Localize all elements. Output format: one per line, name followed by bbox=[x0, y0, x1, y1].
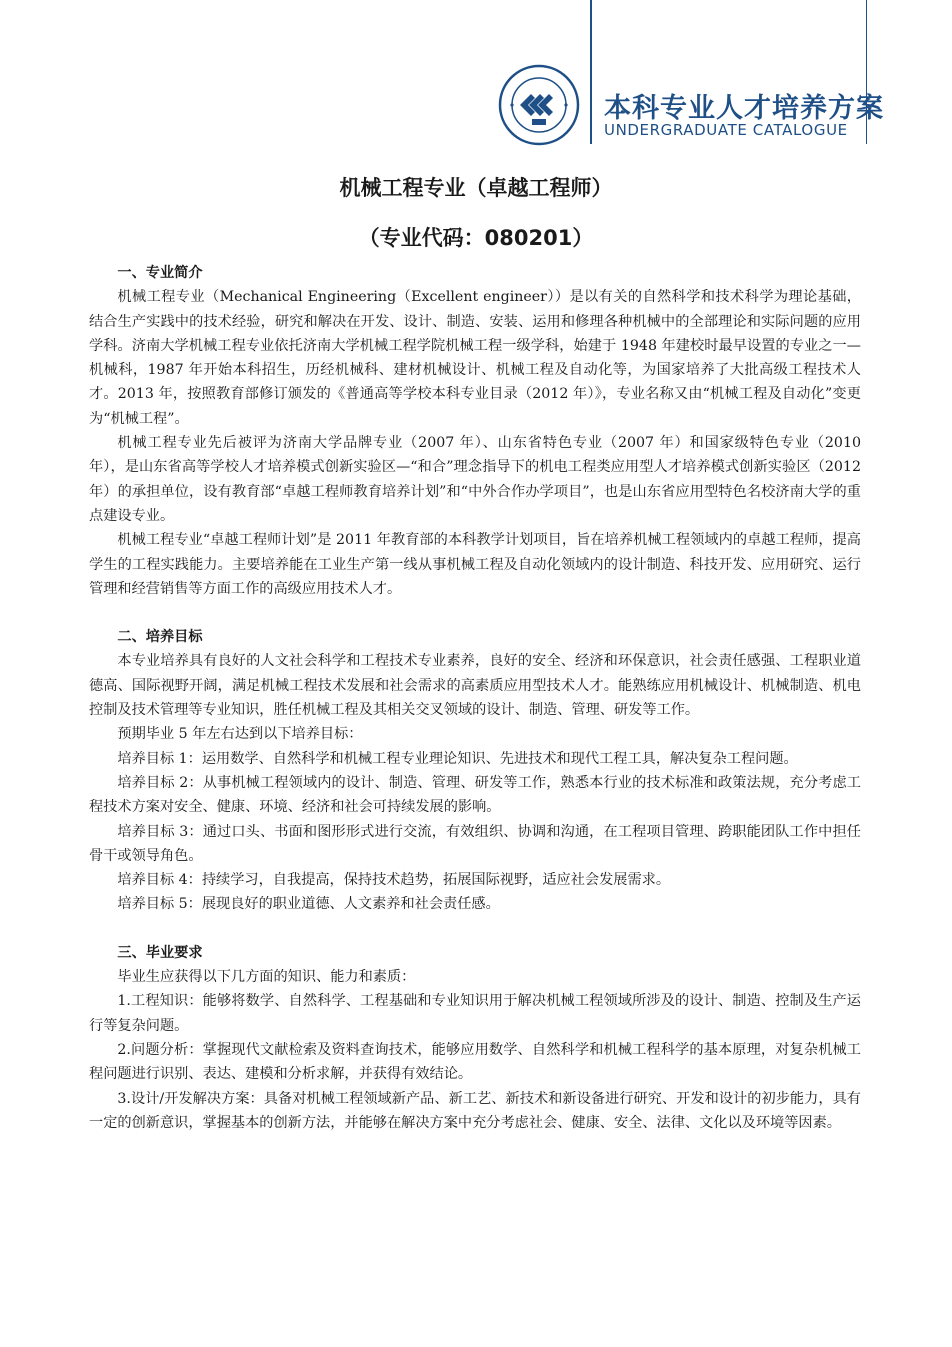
objective-item: 培养目标 1：运用数学、自然科学和机械工程专业理论知识、先进技术和现代工程工具，解决复杂工程问题。 bbox=[117, 750, 798, 767]
objective-item: 培养目标 3：通过口头、书面和图形形式进行交流，有效组织、协调和沟通，在工程项目管理、跨职能团队工作中担任骨干或领导角色。 bbox=[89, 823, 861, 864]
section-heading-requirements: 三、毕业要求 bbox=[117, 944, 203, 961]
requirement-item: 1.工程知识：能够将数学、自然科学、工程基础和专业知识用于解决机械工程领域所涉及的设计、制造、控制及生产运行等复杂问题。 bbox=[89, 993, 861, 1034]
paragraph: 本专业培养具有良好的人文社会科学和工程技术专业素养，良好的安全、经济和环保意识，社会责任感强、工程职业道德高、国际视野开阔，满足机械工程技术发展和社会需求的高素质应用型技术人才。能熟练应用机械设计、机械制造、机电控制及技术管理等专业知识，胜任机械工程及其相关交叉领域的设计、制造、管理、研发等工作。 bbox=[89, 653, 861, 719]
page-title: 机械工程专业（卓越工程师） bbox=[339, 176, 613, 200]
objective-item: 培养目标 4：持续学习，自我提高，保持技术趋势，拓展国际视野，适应社会发展需求。 bbox=[117, 872, 671, 889]
objective-item: 培养目标 2：从事机械工程领域内的设计、制造、管理、研发等工作，熟悉本行业的技术标准和政策法规，充分考虑工程技术方案对安全、健康、环境、经济和社会可持续发展的影响。 bbox=[89, 774, 861, 816]
university-seal-logo bbox=[498, 64, 580, 146]
header-divider bbox=[590, 0, 592, 144]
requirement-item: 2.问题分析：掌握现代文献检索及资料查询技术，能够应用数学、自然科学和机械工程科学的基本原理，对复杂机械工程问题进行识别、表达、建模和分析求解，并获得有效结论。 bbox=[89, 1041, 861, 1083]
requirement-item: 3.设计/开发解决方案：具备对机械工程领域新产品、新工艺、新技术和新设备进行研究、开发和设计的初步能力，具有一定的创新意识，掌握基本的创新方法，并能够在解决方案中充分考虑社会、健康、安全、法律、文化以及环境等因素。 bbox=[89, 1090, 861, 1131]
objective-item: 培养目标 5：展现良好的职业道德、人文素养和社会责任感。 bbox=[117, 896, 500, 913]
brand-title-cn: 本科专业人才培养方案 bbox=[604, 93, 884, 124]
section-heading-objectives: 二、培养目标 bbox=[117, 629, 203, 646]
brand-title-en: UNDERGRADUATE CATALOGUE bbox=[604, 121, 848, 139]
paragraph: 机械工程专业“卓越工程师计划”是 2011 年教育部的本科教学计划项目，旨在培养机械工程领域内的卓越工程师，提高学生的工程实践能力。主要培养能在工业生产第一线从事机械工程及自动化领域内的设计制造、科技开发、应用研究、运行管理和经营销售等方面工作的高级应用技术人才。 bbox=[89, 532, 861, 597]
paragraph: 预期毕业 5 年左右达到以下培养目标： bbox=[117, 726, 363, 743]
major-code: （专业代码：080201） bbox=[358, 226, 594, 250]
document-body bbox=[89, 261, 861, 1135]
paragraph: 毕业生应获得以下几方面的知识、能力和素质： bbox=[117, 969, 416, 986]
paragraph: 机械工程专业先后被评为济南大学品牌专业（2007 年）、山东省特色专业（2007 年）和国家级特色专业（2010 年），是山东省高等学校人才培养模式创新实验区—“和合”理念指导下的机电工程类应用型人才培养模式创新实验区（2012 年）的承担单位，设有教育部“卓越工程师教育培养计划”和“中外合作办学项目”，也是山东省应用型特色名校济南大学的重点建设专业。 bbox=[89, 435, 861, 524]
section-heading-intro: 一、专业简介 bbox=[117, 265, 203, 281]
page-header bbox=[0, 0, 952, 150]
paragraph: 机械工程专业（Mechanical Engineering（Excellent engineer））是以有关的自然科学和技术科学为理论基础，结合生产实践中的技术经验，研究和解决在开发、设计、制造、安装、运用和修理各种机械中的全部理论和实际问题的应用学科。济南大学机械工程专业依托济南大学机械工程学院机械工程一级学科，始建于 1948 年建校时最早设置的专业之一—机械科，1987 年开始本科招生，历经机械科、建材机械设计、机械工程及自动化等，为国家培养了大批高级工程技术人才。2013 年，按照教育部修订颁发的《普通高等学校本科专业目录（2012 年）》，专业名称又由“机械工程及自动化”变更为“机械工程”。 bbox=[89, 289, 861, 427]
